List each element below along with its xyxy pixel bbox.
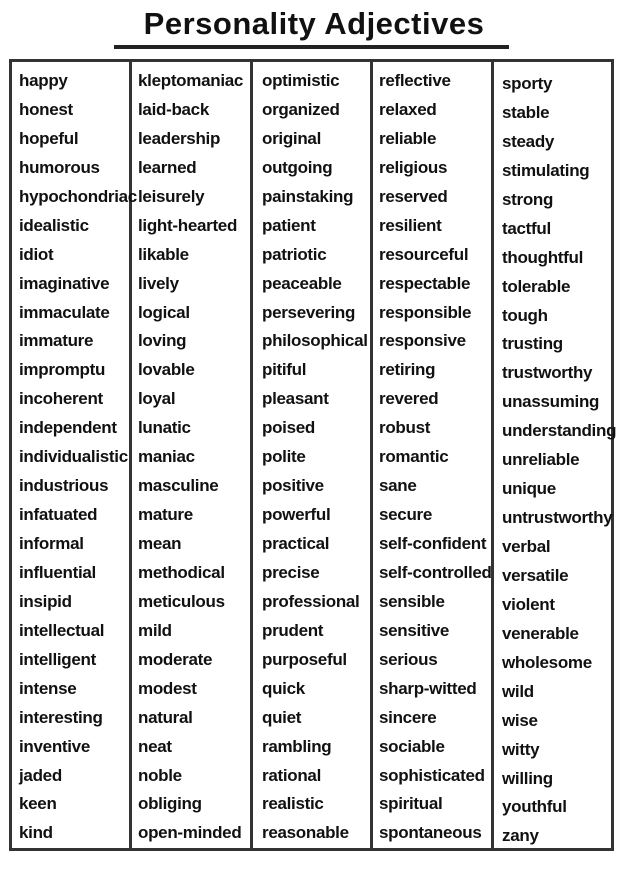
adjective-item: positive (262, 476, 324, 496)
adjective-item: responsible (379, 302, 472, 322)
adjective-item: persevering (262, 302, 356, 322)
adjective-item: sane (379, 476, 417, 496)
adjective-item: pitiful (262, 360, 307, 380)
title-underline (114, 45, 509, 49)
adjective-item: industrious (19, 476, 109, 496)
adjective-item: serious (379, 649, 438, 669)
adjective-item: idiot (19, 244, 54, 264)
adjective-item: professional (262, 591, 360, 611)
adjective-column-3 (262, 67, 368, 848)
adjective-item: reasonable (262, 823, 349, 843)
adjective-item: wild (502, 681, 534, 701)
adjective-item: spontaneous (379, 823, 482, 843)
adjective-item: leadership (138, 128, 221, 148)
adjective-item: independent (19, 418, 117, 438)
adjective-item: poised (262, 418, 315, 438)
adjective-item: spiritual (379, 794, 443, 814)
adjective-item: relaxed (379, 99, 437, 119)
adjective-item: venerable (502, 623, 579, 643)
adjective-item: strong (502, 189, 554, 209)
adjective-item: obliging (138, 794, 202, 814)
adjective-item: imaginative (19, 273, 110, 293)
adjective-item: lively (138, 273, 179, 293)
adjective-item: realistic (262, 794, 324, 814)
adjective-item: pleasant (262, 389, 329, 409)
adjective-item: reliable (379, 128, 437, 148)
adjective-item: loyal (138, 389, 176, 409)
adjective-item: untrustworthy (502, 508, 613, 528)
adjective-item: intelligent (19, 649, 96, 669)
adjective-item: learned (138, 157, 197, 177)
adjective-item: versatile (502, 565, 569, 585)
adjective-item: masculine (138, 476, 219, 496)
adjective-item: respectable (379, 273, 471, 293)
adjective-item: tough (502, 305, 548, 325)
adjective-item: original (262, 128, 321, 148)
adjective-item: organized (262, 99, 340, 119)
adjective-item: willing (502, 768, 553, 788)
adjective-item: peaceable (262, 273, 342, 293)
adjective-item: trustworthy (502, 363, 593, 383)
adjective-item: intellectual (19, 620, 105, 640)
adjective-item: witty (502, 739, 540, 759)
adjective-item: logical (138, 302, 190, 322)
adjective-item: lunatic (138, 418, 191, 438)
adjective-item: prudent (262, 620, 324, 640)
adjective-item: mild (138, 620, 172, 640)
adjective-item: maniac (138, 447, 195, 467)
adjective-item: sensitive (379, 620, 450, 640)
adjective-item: purposeful (262, 649, 347, 669)
adjective-item: likable (138, 244, 189, 264)
adjective-item: practical (262, 534, 330, 553)
adjective-item: powerful (262, 505, 331, 525)
adjective-item: sporty (502, 74, 553, 93)
adjective-item: infatuated (19, 505, 98, 525)
adjective-item: noble (138, 765, 182, 785)
adjective-item: idealistic (19, 215, 89, 235)
adjective-item: humorous (19, 157, 100, 177)
adjective-item: hopeful (19, 128, 79, 148)
adjective-item: rational (262, 765, 322, 785)
adjective-item: religious (379, 157, 448, 177)
adjective-item: robust (379, 418, 431, 438)
adjective-item: light-hearted (138, 215, 238, 235)
adjective-item: hypochondriac (19, 186, 137, 206)
adjective-item: resourceful (379, 244, 469, 264)
adjective-item: laid-back (138, 99, 209, 119)
adjective-item: unreliable (502, 450, 580, 470)
adjective-item: neat (138, 736, 172, 756)
adjective-item: philosophical (262, 331, 368, 351)
adjective-column-5 (502, 70, 616, 851)
adjective-item: steady (502, 131, 555, 151)
adjective-item: stimulating (502, 160, 590, 180)
adjective-item: quick (262, 678, 305, 698)
adjective-item: reflective (379, 71, 451, 90)
adjective-item: painstaking (262, 186, 354, 206)
adjective-item: individualistic (19, 447, 128, 467)
adjective-item: self-controlled (379, 562, 492, 582)
adjective-item: violent (502, 594, 555, 614)
adjective-item: tactful (502, 218, 551, 238)
adjective-item: intense (19, 678, 77, 698)
adjective-column-1 (19, 67, 137, 848)
adjective-item: kind (19, 823, 53, 843)
adjective-item: meticulous (138, 591, 225, 611)
adjective-item: reserved (379, 186, 448, 206)
adjective-item: informal (19, 534, 84, 553)
adjective-item: precise (262, 562, 320, 582)
adjective-item: happy (19, 71, 68, 90)
adjective-item: secure (379, 505, 433, 525)
adjective-item: open-minded (138, 823, 242, 843)
adjective-item: loving (138, 331, 187, 351)
adjective-item: verbal (502, 537, 551, 556)
adjective-item: rambling (262, 736, 332, 756)
adjective-item: mature (138, 505, 193, 525)
adjective-column-4 (379, 67, 492, 848)
adjective-item: tolerable (502, 276, 571, 296)
page-title: Personality Adjectives (143, 6, 485, 41)
adjective-item: kleptomaniac (138, 71, 244, 90)
adjective-item: romantic (379, 447, 449, 467)
adjective-item: self-confident (379, 534, 487, 553)
adjective-item: quiet (262, 707, 302, 727)
column-divider (370, 59, 373, 851)
adjective-item: immature (19, 331, 94, 351)
adjective-item: retiring (379, 360, 436, 380)
adjective-item: unique (502, 479, 556, 499)
adjective-item: polite (262, 447, 306, 467)
adjective-item: responsive (379, 331, 466, 351)
adjective-item: keen (19, 794, 57, 814)
adjective-item: inventive (19, 736, 90, 756)
adjective-item: resilient (379, 215, 442, 235)
adjective-item: thoughtful (502, 247, 584, 267)
adjective-item: sharp-witted (379, 678, 477, 698)
adjective-item: unassuming (502, 392, 600, 412)
adjective-item: insipid (19, 591, 72, 611)
adjective-column-2 (138, 67, 243, 848)
adjective-item: sophisticated (379, 765, 485, 785)
adjective-item: incoherent (19, 389, 103, 409)
adjective-item: wholesome (502, 652, 592, 672)
adjective-item: sociable (379, 736, 445, 756)
adjective-item: moderate (138, 649, 213, 669)
adjective-item: trusting (502, 334, 563, 354)
adjective-item: patient (262, 215, 316, 235)
adjective-item: sensible (379, 591, 445, 611)
adjective-item: natural (138, 707, 193, 727)
adjective-item: wise (502, 710, 538, 730)
adjective-item: interesting (19, 707, 103, 727)
adjective-item: immaculate (19, 302, 110, 322)
adjective-item: lovable (138, 360, 195, 380)
adjective-item: modest (138, 678, 197, 698)
adjective-item: zany (502, 826, 539, 846)
adjective-item: jaded (19, 765, 62, 785)
adjective-item: influential (19, 562, 96, 582)
adjective-item: mean (138, 534, 182, 553)
adjective-item: patriotic (262, 244, 327, 264)
adjective-item: outgoing (262, 157, 333, 177)
adjective-item: revered (379, 389, 439, 409)
adjective-item: understanding (502, 421, 617, 441)
adjective-item: sincere (379, 707, 437, 727)
adjective-item: stable (502, 102, 550, 122)
adjective-item: youthful (502, 797, 567, 817)
adjective-item: impromptu (19, 360, 106, 380)
adjective-item: leisurely (138, 186, 205, 206)
adjective-item: methodical (138, 562, 225, 582)
adjective-item: honest (19, 99, 73, 119)
adjective-item: optimistic (262, 71, 340, 90)
column-divider (250, 59, 253, 851)
